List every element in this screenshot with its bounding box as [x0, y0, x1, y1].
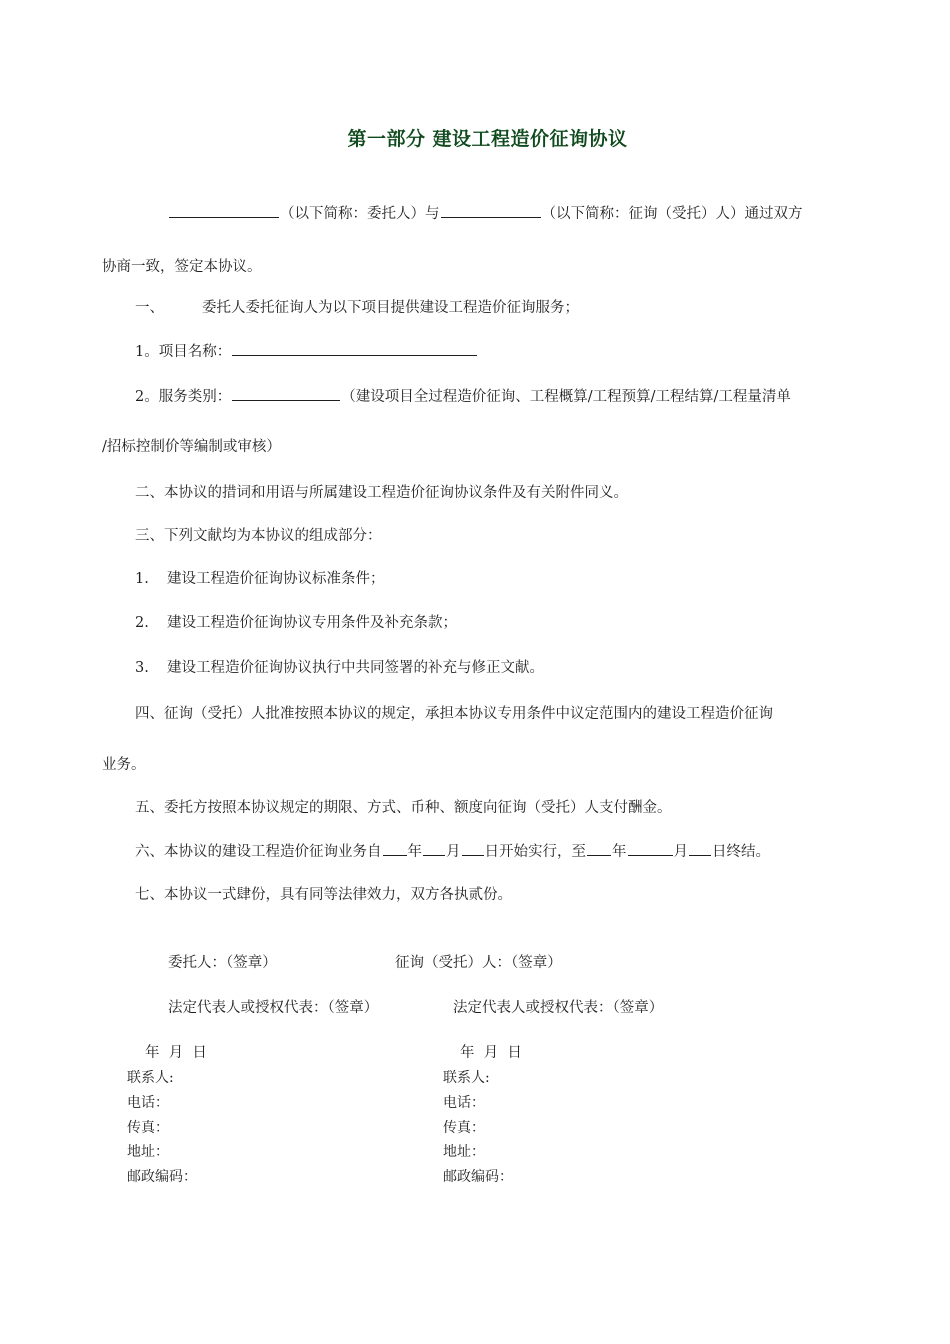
intro-part1: （以下简称：委托人）与 — [280, 206, 440, 222]
client-rep-signature: 法定代表人或授权代表：（签章） — [168, 1000, 379, 1016]
project-name-line — [135, 341, 478, 362]
clause6-part-b: 日开始实行，至 — [484, 844, 586, 860]
consultant-rep-signature: 法定代表人或授权代表：（签章） — [453, 1000, 664, 1016]
end-month-blank — [628, 841, 673, 856]
consultant-date: 年 月 日 — [460, 1045, 522, 1061]
clause3-item-2-num: 2. — [135, 615, 149, 631]
clause6-month: 月 — [446, 844, 461, 860]
clause3-item-2-text: 建设工程造价征询协议专用条件及补充条款； — [167, 615, 457, 631]
service-type-label: 2。服务类别： — [135, 389, 232, 405]
clause3-item-3 — [135, 658, 544, 678]
client-date: 年 月 日 — [145, 1045, 207, 1061]
clause6-year2: 年 — [612, 844, 627, 860]
project-name-label: 1。项目名称： — [135, 344, 232, 360]
consultant-signature: 征询（受托）人：（签章） — [395, 955, 562, 971]
consultant-postcode: 邮政编码： — [443, 1169, 513, 1185]
clause3-item-1-text: 建设工程造价征询协议标准条件； — [167, 571, 385, 587]
clause1-line — [135, 298, 579, 318]
clause2-text: 二、本协议的措词和用语与所属建设工程造价征询协议条件及有关附件同义。 — [135, 485, 628, 501]
clause6-part-a: 六、本协议的建设工程造价征询业务自 — [135, 844, 382, 860]
start-day-blank — [462, 841, 484, 856]
service-type-blank — [232, 386, 340, 401]
clause6-year: 年 — [407, 844, 422, 860]
service-type-note-b: /招标控制价等编制或审核） — [102, 439, 281, 455]
clause3-item-1-num: 1. — [135, 571, 149, 587]
clause1-text: 委托人委托征询人为以下项目提供建设工程造价征询服务； — [202, 300, 579, 316]
client-postcode: 邮政编码： — [127, 1169, 197, 1185]
clause4-line-b: 业务。 — [102, 757, 146, 773]
consultant-phone: 电话： — [443, 1095, 485, 1111]
document-title: 第一部分 建设工程造价征询协议 — [347, 128, 628, 150]
clause6-month2: 月 — [673, 844, 688, 860]
intro-line-1 — [168, 203, 803, 224]
service-type-line — [135, 386, 791, 407]
clause6-part-c: 日终结。 — [712, 844, 770, 860]
start-year-blank — [383, 841, 407, 856]
clause3-item-3-num: 3. — [135, 660, 149, 676]
clause3-item-1 — [135, 569, 385, 589]
consultant-fax: 传真： — [443, 1120, 485, 1136]
clause3-item-2 — [135, 613, 457, 633]
consultant-name-blank — [441, 203, 541, 218]
clause1-number: 一、 — [135, 300, 164, 316]
client-phone: 电话： — [127, 1095, 169, 1111]
client-signature: 委托人：（签章） — [168, 955, 277, 971]
end-day-blank — [689, 841, 711, 856]
clause3-item-3-text: 建设工程造价征询协议执行中共同签署的补充与修正文献。 — [167, 660, 544, 676]
client-name-blank — [169, 203, 279, 218]
end-year-blank — [587, 841, 611, 856]
start-month-blank — [423, 841, 445, 856]
clause6-line — [135, 841, 770, 862]
clause4-line-a: 四、征询（受托）人批准按照本协议的规定，承担本协议专用条件中议定范围内的建设工程造价征询 — [135, 706, 773, 722]
client-address: 地址： — [127, 1144, 169, 1160]
intro-line-2: 协商一致，签定本协议。 — [102, 259, 262, 275]
client-contact-person: 联系人: — [127, 1070, 174, 1086]
service-type-note-a: （建设项目全过程造价征询、工程概算/工程预算/工程结算/工程量清单 — [341, 389, 791, 405]
client-fax: 传真： — [127, 1120, 169, 1136]
clause7-text: 七、本协议一式肆份，具有同等法律效力，双方各执贰份。 — [135, 887, 512, 903]
consultant-address: 地址： — [443, 1144, 485, 1160]
intro-part2: （以下简称：征询（受托）人）通过双方 — [541, 206, 803, 222]
project-name-blank — [232, 341, 477, 356]
consultant-contact-person: 联系人: — [443, 1070, 490, 1086]
clause5-text: 五、委托方按照本协议规定的期限、方式、币种、额度向征询（受托）人支付酬金。 — [135, 800, 672, 816]
clause3-text: 三、下列文献均为本协议的组成部分： — [135, 528, 382, 544]
